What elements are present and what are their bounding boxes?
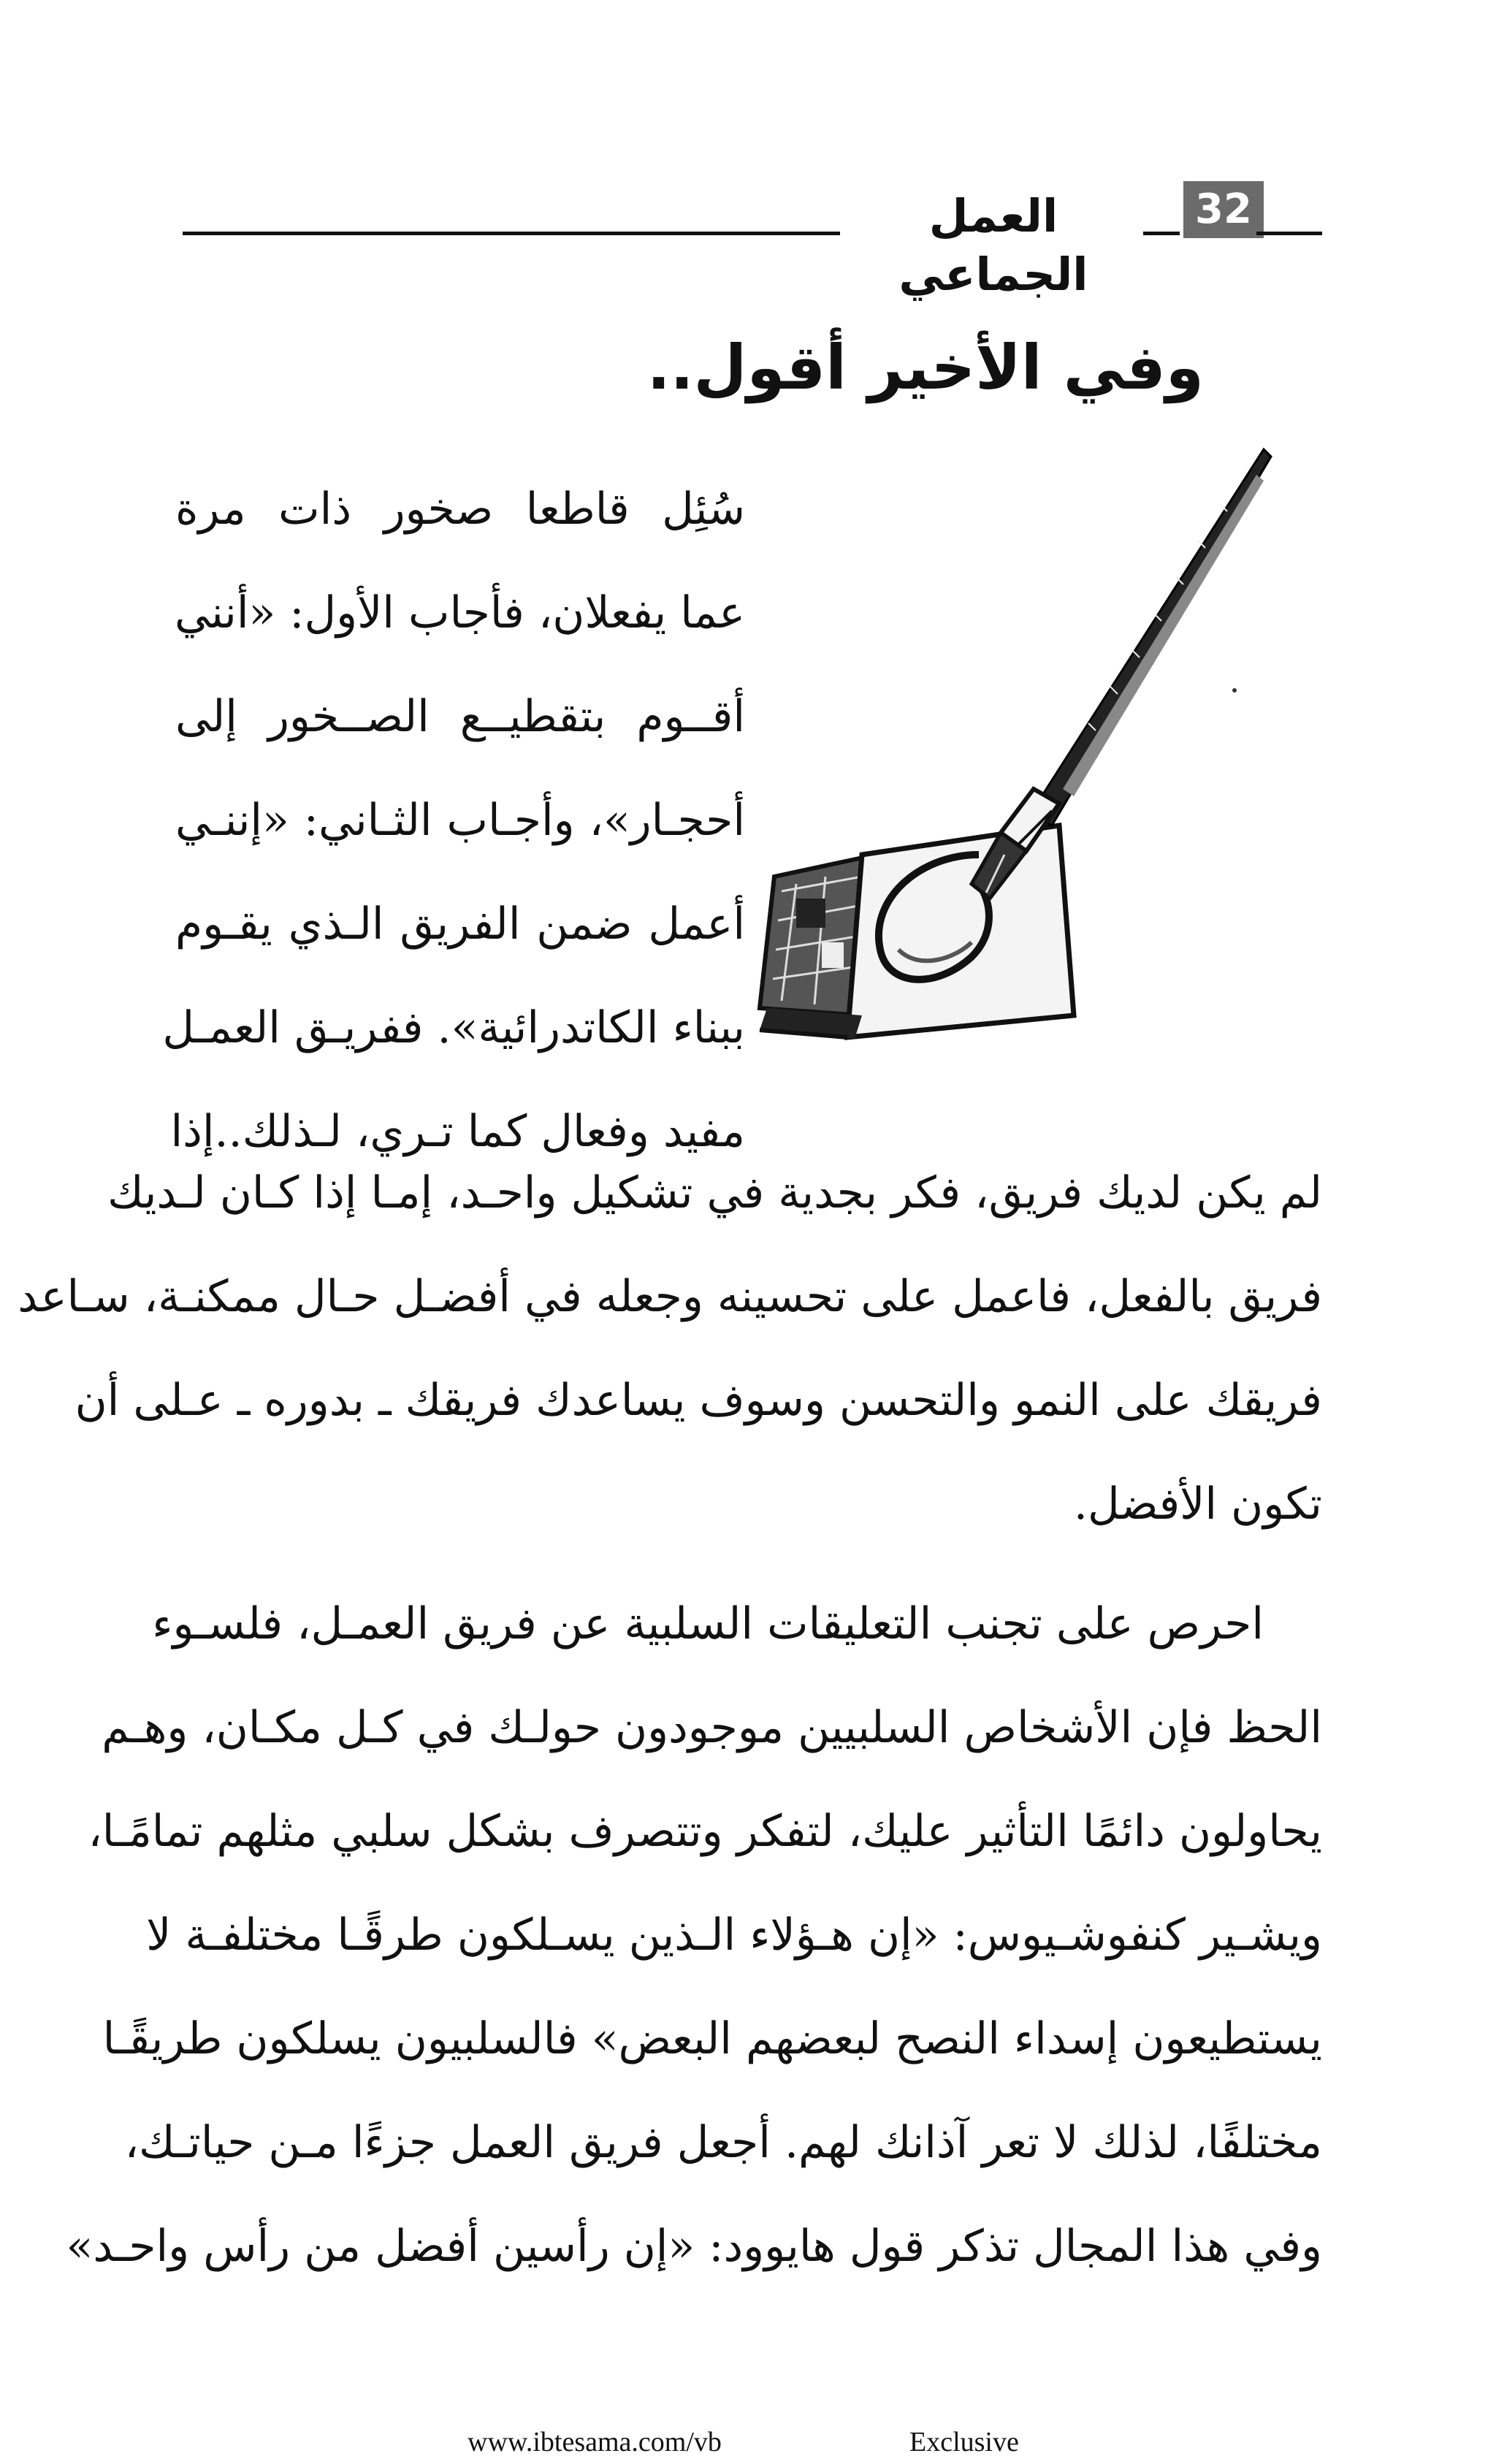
text-line: يحاولون دائمًا التأثير عليك، لتفكر وتتصرف بشكل سلبي مثلهم تمامًـا، (88, 1806, 1322, 1857)
text-line: مفيد وفعال كما تـري، لـذلك..إذا (170, 1106, 745, 1157)
text-line: ويشـير كنفوشـيوس: «إن هـؤلاء الـذين يسـلكون طرقًـا مختلفـة لا (146, 1910, 1322, 1961)
paragraph (66, 1572, 1322, 2298)
text-line: فريق بالفعل، فاعمل على تحسينه وجعله في أفضـل حـال ممكنـة، سـاعد (18, 1271, 1322, 1322)
running-header (175, 175, 1322, 301)
pen-body (972, 449, 1271, 899)
header-rule-end (1256, 232, 1322, 235)
text-line: أحجـار»، وأجـاب الثـاني: «إننـي (175, 795, 745, 846)
footer-label: Exclusive (909, 2427, 1019, 2457)
text-line: ببناء الكاتدرائية». ففريـق العمـل (162, 1002, 745, 1053)
footer-url: www.ibtesama.com/vb (468, 2427, 722, 2457)
text-line: يستطيعون إسداء النصح لبعضهم البعض» فالسلبيون يسلكون طريقًـا (102, 2013, 1322, 2064)
running-title: العمل الجماعي (898, 189, 1088, 301)
text-line: عما يفعلان، فأجاب الأول: «أنني (175, 587, 745, 638)
header-rule (183, 232, 840, 235)
section-heading: وفي الأخير أقول.. (646, 332, 1204, 403)
paragraph (18, 1141, 1322, 1556)
text-line: تكون الأفضل. (1073, 1479, 1322, 1530)
text-line: أعمل ضمن الفريق الـذي يقـوم (175, 899, 745, 950)
text-line: مختلفًا، لذلك لا تعر آذانك لهم. أجعل فريق العمل جزءًا مـن حياتـك، (124, 2117, 1322, 2168)
quill-pen-on-paper-icon (752, 446, 1286, 1045)
header-rule-short (1143, 232, 1180, 235)
text-line: الحظ فإن الأشخاص السلبيين موجودون حولـك في كـل مكـان، وهـم (102, 1702, 1322, 1753)
page-number: 32 (1183, 181, 1264, 238)
ink-dot (1232, 688, 1237, 693)
text-line: وفي هذا المجال تذكر قول هايوود: «إن رأسين أفضل من رأس واحـد» (66, 2221, 1322, 2272)
text-line: لم يكن لديك فريق، فكر بجدية في تشكيل واحـد، إمـا إذا كـان لـديك (107, 1167, 1322, 1218)
intro-column (162, 457, 745, 1183)
text-line: احرص على تجنب التعليقات السلبية عن فريق العمـل، فلسـوء (152, 1598, 1264, 1649)
text-line: فريقك على النمو والتحسن وسوف يساعدك فريقك ـ بدوره ـ عـلى أن (75, 1375, 1322, 1426)
text-line: أقــوم بتقطيــع الصــخور إلى (175, 691, 745, 742)
text-line: سُئِل قاطعا صخور ذات مرة (175, 484, 745, 535)
